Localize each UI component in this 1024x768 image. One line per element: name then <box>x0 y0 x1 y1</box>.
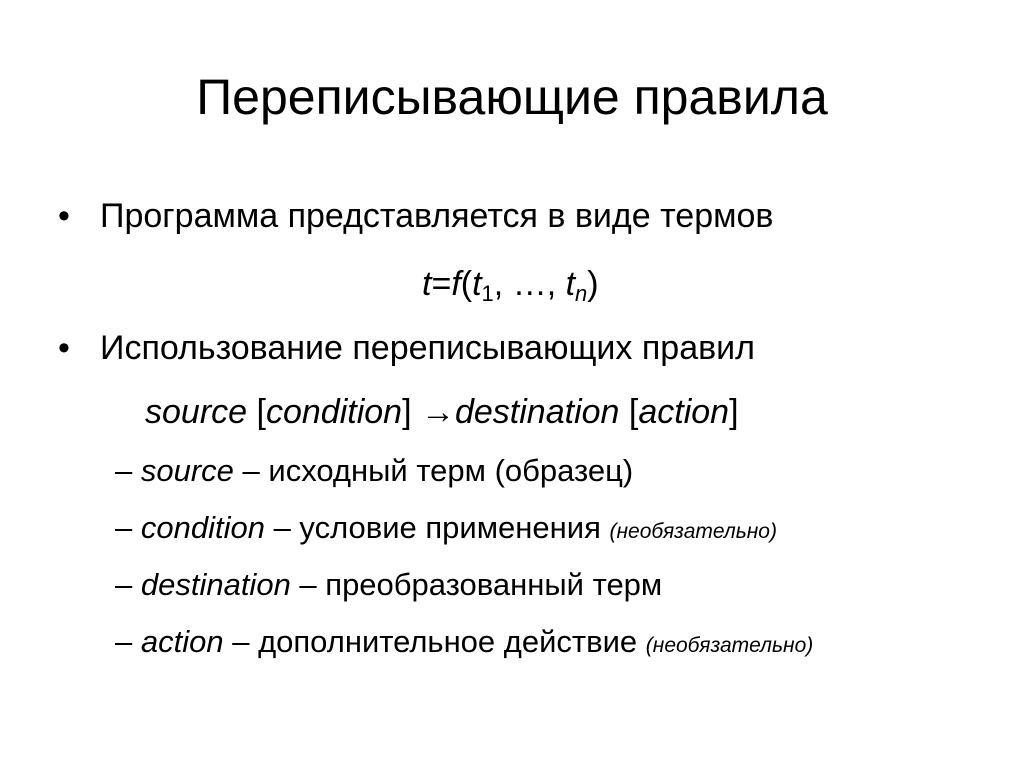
formula-tn: t <box>565 265 576 303</box>
rule-bracket: ] <box>402 393 421 431</box>
rule-source: source <box>145 393 248 431</box>
subitem-note: (необязательно) <box>609 520 777 543</box>
formula-close: ) <box>587 265 599 303</box>
formula-open: ( <box>460 265 473 303</box>
term-formula <box>422 264 599 304</box>
formula-eq: = <box>431 265 452 303</box>
formula-f: f <box>451 265 461 303</box>
bullet-text-rules: Использование переписывающих правил <box>100 329 755 367</box>
formula-sep: , …, <box>493 265 566 303</box>
subitem-sep: – <box>233 453 269 488</box>
subitem-sep: – <box>290 567 326 602</box>
dash: – <box>115 453 141 488</box>
formula-sub1: 1 <box>481 281 494 306</box>
formula-subn: n <box>575 281 588 306</box>
subitem-term: action <box>140 624 224 659</box>
rule-destination: destination <box>454 393 620 431</box>
rule-schema <box>145 392 739 432</box>
subitem-term: condition <box>140 510 265 545</box>
subitem-desc: преобразованный терм <box>325 567 663 602</box>
formula-t: t <box>422 265 432 303</box>
list-item <box>115 453 633 489</box>
rule-bracket: ] <box>729 393 739 431</box>
subitem-desc: дополнительное действие <box>258 624 646 659</box>
slide-title: Переписывающие правила <box>196 69 828 125</box>
subitem-desc: условие применения <box>299 510 610 545</box>
subitem-term: source <box>140 453 234 488</box>
rule-action: action <box>638 393 730 431</box>
formula-t1: t <box>472 265 482 303</box>
subitem-desc: исходный терм (образец) <box>268 453 634 488</box>
list-item <box>115 624 813 664</box>
subitem-note: (необязательно) <box>645 634 814 657</box>
rule-bracket: [ <box>247 393 266 431</box>
dash: – <box>115 624 141 659</box>
dash: – <box>115 510 141 545</box>
subitem-sep: – <box>264 510 300 545</box>
subitem-term: destination <box>140 567 291 602</box>
list-item <box>115 567 662 603</box>
subitem-sep: – <box>223 624 259 659</box>
arrow-icon: → <box>420 393 455 431</box>
rule-condition: condition <box>265 393 403 431</box>
bullet-marker: • <box>58 329 70 367</box>
bullet-text-programs: Программа представляется в виде термов <box>100 197 774 235</box>
dash: – <box>115 567 141 602</box>
rule-bracket: [ <box>619 393 639 431</box>
list-item <box>115 510 777 550</box>
bullet-marker: • <box>58 197 70 235</box>
